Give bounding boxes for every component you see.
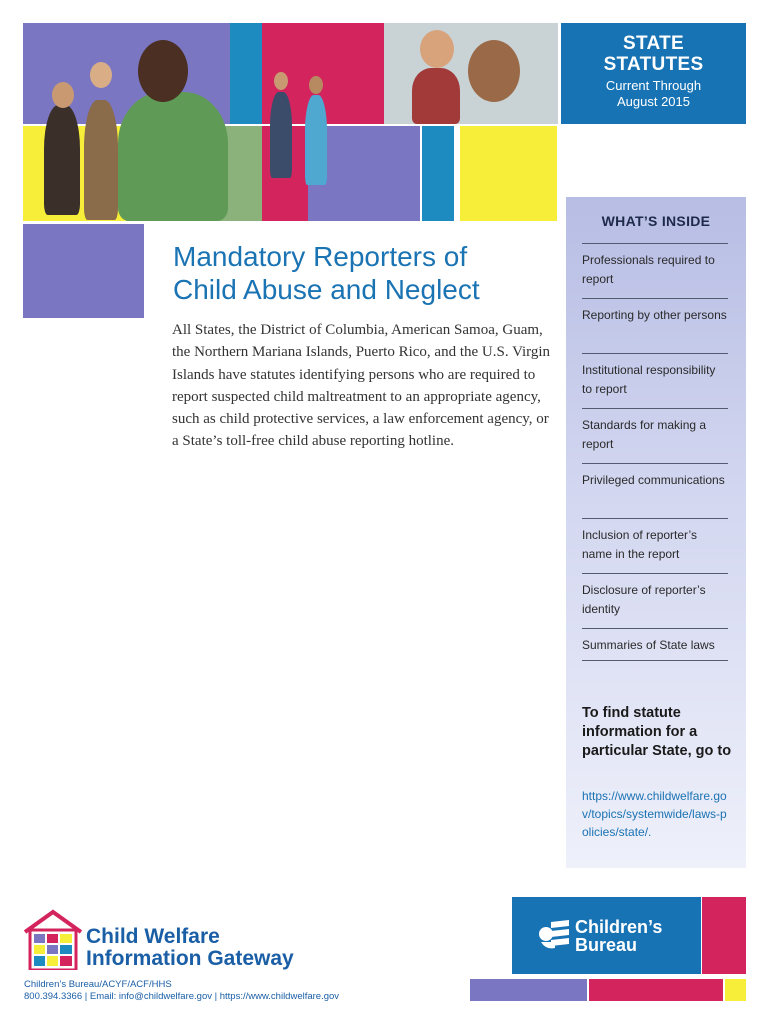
child-figure [270, 92, 292, 178]
badge-title-line1: STATE [623, 33, 684, 54]
list-item[interactable]: Standards for making a report [582, 408, 728, 463]
collage-block-magenta [338, 23, 384, 124]
document-title-line2: Child Abuse and Neglect [173, 274, 480, 305]
cb-block-magenta [702, 897, 746, 974]
collage-block-blue [230, 23, 262, 124]
child-head [52, 82, 74, 108]
child-figure [84, 100, 118, 220]
find-statute-text: To find statute information for a particular State, go to [582, 705, 732, 759]
childrens-bureau-name [575, 918, 662, 954]
child-head [274, 72, 288, 90]
footer-org: Children’s Bureau/ACYF/ACF/HHS [24, 979, 172, 990]
father-head [468, 40, 520, 102]
child-head [138, 40, 188, 102]
list-item[interactable]: Inclusion of reporter’s name in the report [582, 518, 728, 573]
house-logo-icon [22, 908, 84, 970]
list-item[interactable]: Privileged communications [582, 463, 728, 518]
collage-block-purple-3 [23, 224, 144, 318]
child-figure [44, 105, 80, 215]
baby-figure [412, 68, 460, 124]
child-head [309, 76, 323, 94]
badge-subtitle [561, 78, 746, 110]
intro-paragraph: All States, the District of Columbia, American Samoa, Guam, the Northern Mariana Islands, Puerto Rico, and the U.S. Virgin Islands have statutes identifying persons who are required to report suspected child maltreatment to an appropriate agency, such as child protective services, a law enforcement agency, or a State’s toll-free child abuse reporting hotline. [172, 322, 551, 450]
list-item[interactable]: Reporting by other persons [582, 298, 728, 353]
cb-block-magenta-2 [589, 979, 723, 1001]
cb-name-line1: Children’s [575, 917, 663, 937]
document-title-line1: Mandatory Reporters of [173, 241, 468, 272]
list-item[interactable]: Disclosure of reporter’s identity [582, 573, 728, 628]
collage-block-yellow-2 [460, 126, 557, 221]
list-item[interactable]: Institutional responsibility to report [582, 353, 728, 408]
badge-subtitle-line1: Current Through [605, 78, 702, 93]
whats-inside-heading: WHAT’S INSIDE [601, 213, 711, 229]
whats-inside-panel [566, 197, 746, 868]
badge-title-line2: STATUTES [603, 54, 704, 75]
child-figure [118, 92, 228, 221]
cb-name-line2: Bureau [575, 935, 638, 955]
cwig-name-line2: Information Gateway [86, 947, 294, 970]
collage-block-blue-2 [422, 126, 454, 221]
badge-subtitle-line2: August 2015 [616, 94, 690, 109]
document-title [173, 240, 553, 306]
whats-inside-list [582, 243, 728, 661]
footer-contact[interactable]: 800.394.3366 | Email: info@childwelfare.gov | https://www.childwelfare.gov [24, 991, 340, 1002]
child-figure [305, 95, 327, 185]
cwig-name [86, 926, 294, 970]
list-item[interactable]: Summaries of State laws [582, 628, 728, 661]
cwig-name-line1: Child Welfare [86, 925, 220, 948]
childrens-bureau-icon [537, 916, 571, 956]
find-statute-link[interactable]: https://www.childwelfare.gov/topics/systemwide/laws-policies/state/. [582, 789, 727, 839]
child-head [90, 62, 112, 88]
baby-head [420, 30, 454, 68]
cb-block-yellow [725, 979, 746, 1001]
list-item[interactable]: Professionals required to report [582, 243, 728, 298]
cb-block-purple [470, 979, 587, 1001]
state-statutes-badge [561, 23, 746, 124]
badge-title [561, 33, 746, 75]
